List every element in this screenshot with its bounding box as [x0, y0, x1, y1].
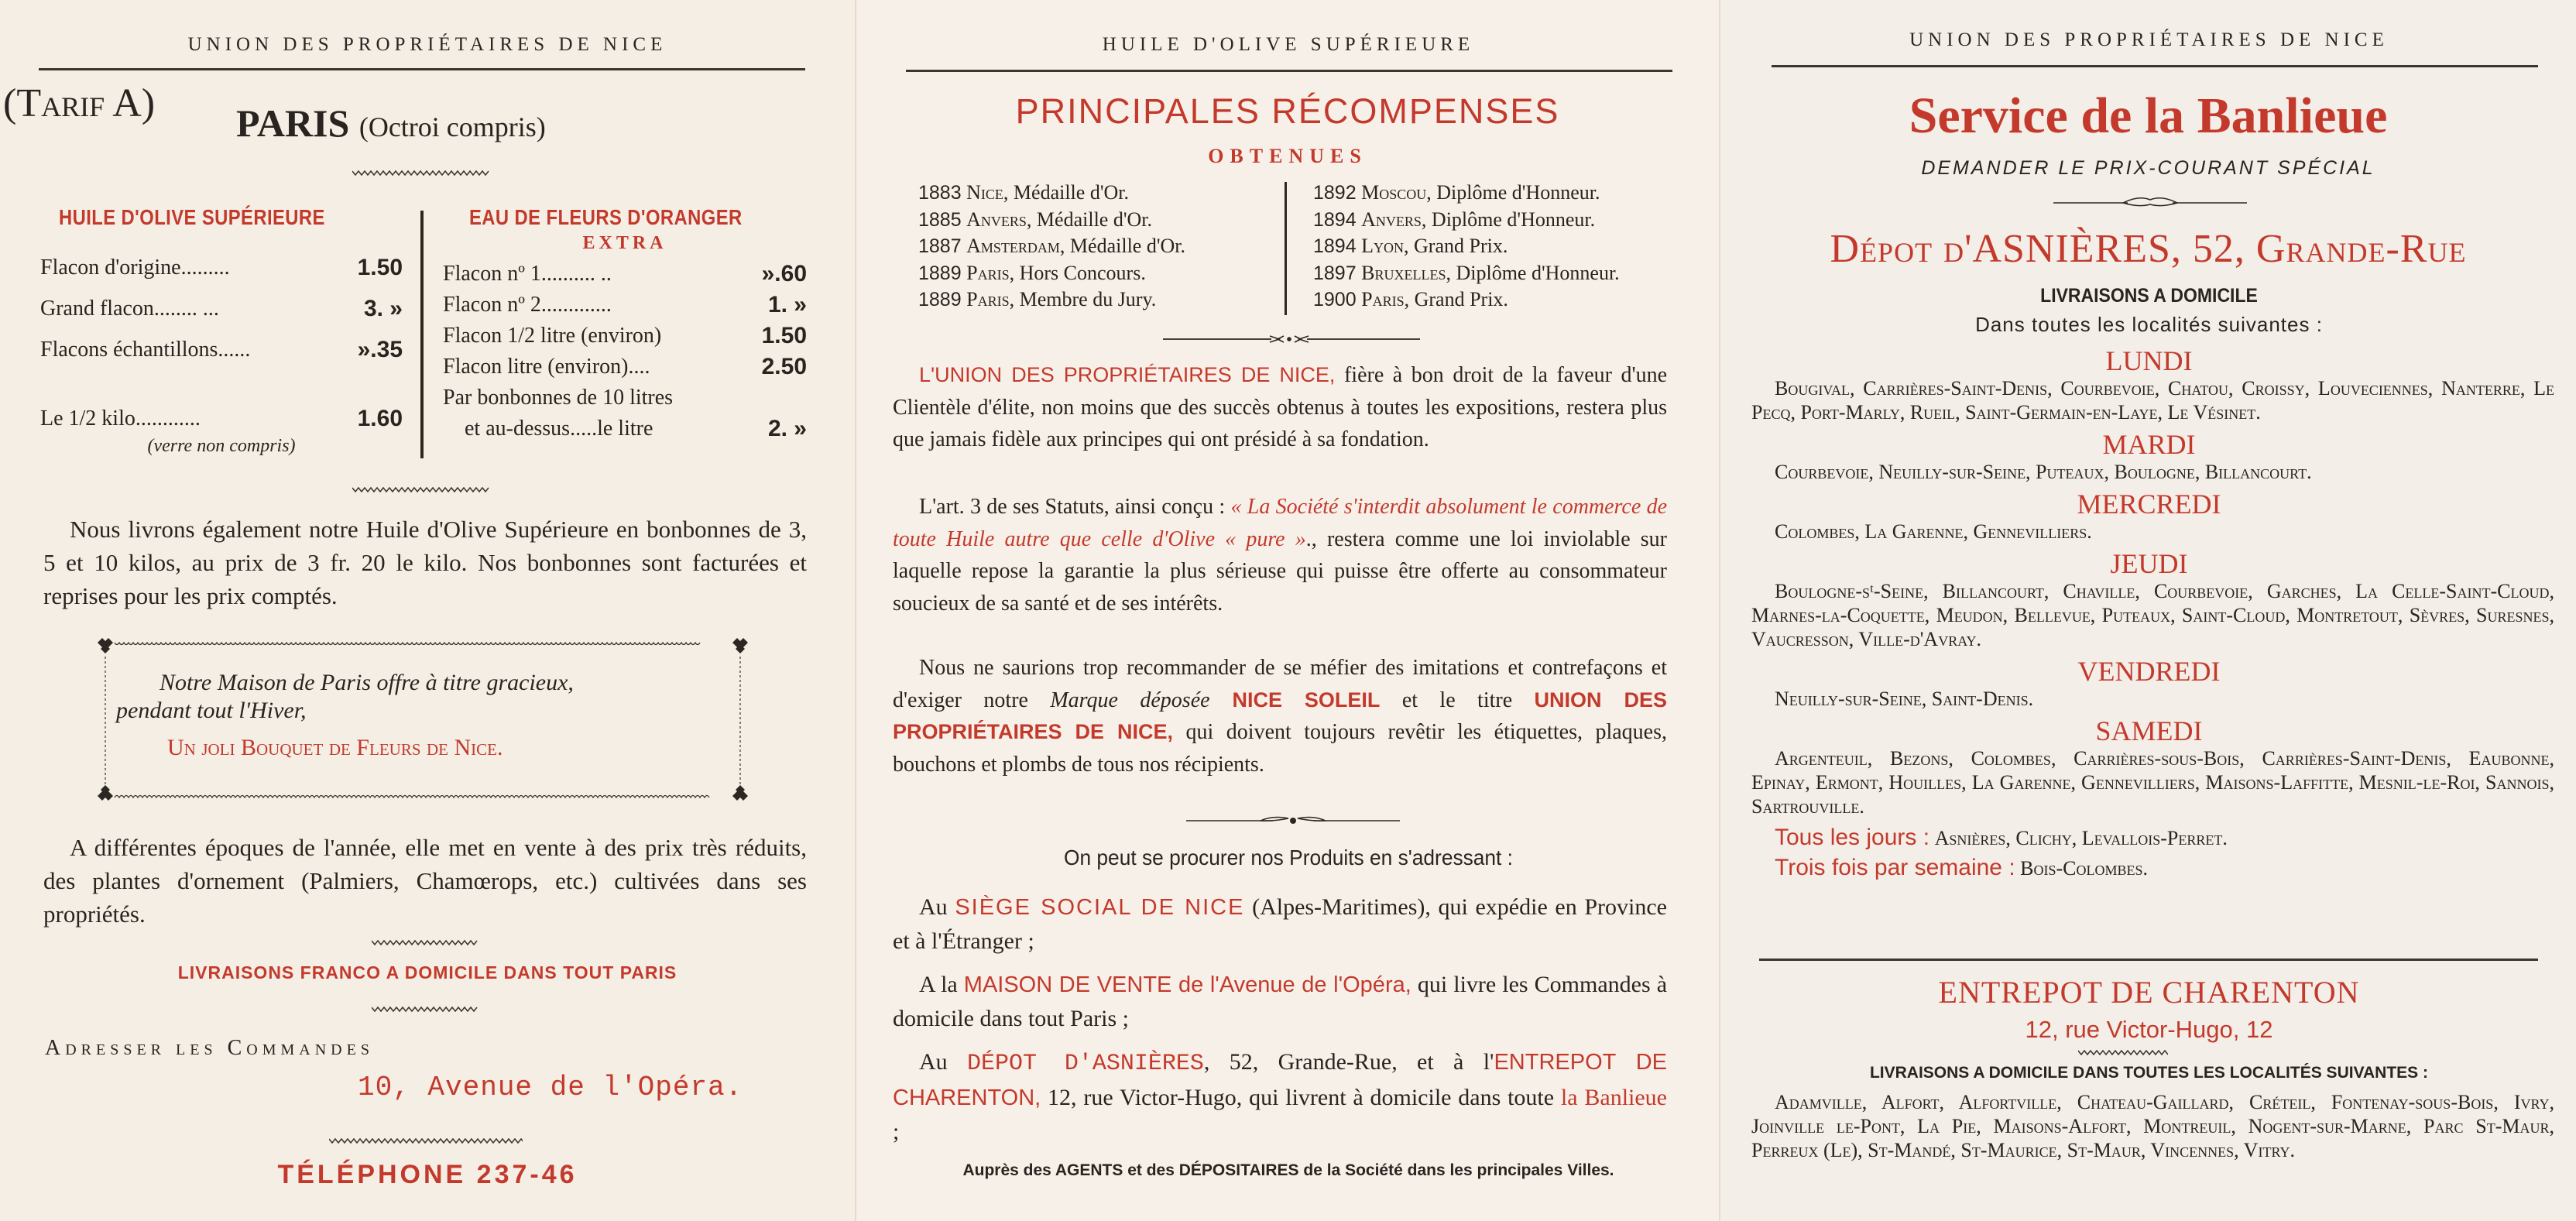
item-price: 1.50: [357, 254, 403, 280]
item-price: 3. »: [363, 295, 403, 321]
price-row: [443, 413, 807, 444]
offer-line-3: Un joli Bouquet de Fleurs de Nice.: [167, 735, 503, 760]
award-city: Paris: [1361, 288, 1405, 310]
la-banlieue: la Banlieue: [1560, 1085, 1667, 1110]
panel-banlieue: [1719, 0, 2576, 1221]
squiggle-divider: [2078, 1048, 2168, 1056]
ornament-divider: [1163, 331, 1422, 347]
award-item: [918, 180, 1185, 207]
localites-heading: Dans toutes les localités suivantes :: [1975, 313, 2323, 336]
day-heading: SAMEDI: [2095, 715, 2203, 746]
depot-address: , 52, Grande-Rue: [2170, 227, 2467, 271]
offer-line-1: Notre Maison de Paris offre à titre gracieux,: [159, 670, 574, 695]
adresser-commandes: Adresser les Commandes: [45, 1036, 374, 1060]
day-towns: Bougival, Carrières-Saint-Denis, Courbevoie, Chatou, Croissy, Louveciennes, Nanterre, Le Pecq, Port-Marly, Rueil, Saint-Germain-en-Laye, Le Vésinet.: [1751, 377, 2554, 424]
award-item: [918, 233, 1185, 260]
squiggle-divider: [352, 169, 492, 177]
squiggle-divider: [352, 485, 492, 493]
squiggle-divider: [372, 938, 480, 946]
oil-note: (verre non compris): [147, 436, 296, 456]
award-item: [1313, 233, 1620, 260]
award-text: , Grand Prix.: [1404, 288, 1508, 310]
day-towns: Colombes, La Garenne, Gennevilliers.: [1775, 520, 2092, 543]
oil-price-list: [40, 205, 403, 457]
price-row: [443, 259, 807, 290]
day-towns: Boulogne-sᵗ-Seine, Billancourt, Chaville, Courbevoie, Garches, La Celle-Saint-Cloud, Marnes-la-Coquette, Meudon, Bellevue, Puteaux, Saint-Cloud, Montretout, Sèvres, Suresnes, Vaucresson, Ville-d'Avray.: [1751, 580, 2554, 650]
item-price: 1.50: [761, 323, 807, 348]
item-label: Flacon 1/2 litre (environ): [443, 324, 662, 348]
day-towns: Courbevoie, Neuilly-sur-Seine, Puteaux, Boulogne, Billancourt.: [1775, 461, 2312, 483]
price-row: [40, 247, 403, 288]
charenton-towns: Adamville, Alfort, Alfortville, Chateau-Gaillard, Créteil, Fontenay-sous-Bois, Ivry, Joinville le-Pont, La Pie, Maisons-Alfort, Montreuil, Nogent-sur-Marne, Parc St-Maur, Perreux (Le), St-Mandé, St-Maurice, St-Maur, Vincennes, Vitry.: [1751, 1091, 2554, 1161]
paris-address: 10, Avenue de l'Opéra.: [358, 1072, 743, 1103]
item-price: 2.50: [761, 354, 807, 379]
award-item: [918, 260, 1185, 287]
tous-towns: Asnières, Clichy, Levallois-Perret.: [1934, 827, 2228, 849]
livraisons-paris: LIVRAISONS FRANCO A DOMICILE DANS TOUT PARIS: [177, 962, 677, 983]
item-label: Flacon nº 1.......... ..: [443, 262, 612, 286]
award-year: 1897: [1313, 262, 1357, 284]
tous-les-jours: [1720, 823, 2576, 853]
award-year: 1894: [1313, 208, 1357, 231]
award-city: Paris: [966, 288, 1010, 310]
awards-list-left: [918, 180, 1185, 314]
award-text: , Médaille d'Or.: [1003, 181, 1129, 204]
union-text: fière à bon droit de la faveur d'une Clientèle d'élite, non moins que des succès obtenus à toutes les expositions, restera plus que jamais fidèle aux principes qui ont présidé à sa fondation.: [893, 363, 1667, 451]
section-rule: [1759, 959, 2538, 961]
statuts-quote: « La Société s'interdit absolument le commerce de toute Huile autre que celle d'Olive « pure »: [893, 495, 1667, 551]
agents-footer: Auprès des AGENTS et des DÉPOSITAIRES de la Société dans les principales Villes.: [962, 1161, 1614, 1179]
panel-paris-tariff: [0, 0, 855, 1221]
award-city: Amsterdam: [966, 235, 1060, 257]
awards-subtitle: OBTENUES: [1208, 145, 1367, 167]
statuts-start: L'art. 3 de ses Statuts, ainsi conçu :: [919, 495, 1231, 519]
service-subtitle: DEMANDER LE PRIX-COURANT SPÉCIAL: [1921, 157, 2375, 179]
maison-item: [893, 968, 1667, 1035]
orange-subheading: EXTRA: [582, 233, 667, 253]
award-year: 1894: [1313, 235, 1357, 257]
orange-heading: EAU DE FLEURS D'ORANGER: [469, 205, 743, 229]
price-row: [40, 398, 403, 439]
siege-text: (Alpes-Maritimes), qui expédie en Province et à l'Étranger ;: [893, 894, 1668, 954]
award-item: [918, 207, 1185, 234]
price-row: [443, 352, 807, 382]
award-year: 1900: [1313, 289, 1357, 310]
award-year: 1887: [918, 235, 962, 257]
maison-prefix: A la: [919, 972, 964, 997]
winter-offer-text: [116, 669, 574, 762]
telephone: TÉLÉPHONE 237-46: [277, 1160, 578, 1189]
header-rule: [1772, 65, 2538, 67]
award-year: 1885: [918, 208, 962, 231]
winter-offer-box: [94, 636, 751, 805]
price-row: [40, 329, 403, 370]
header-rule: [39, 68, 805, 70]
column-divider: [420, 211, 424, 458]
depot-end: ;: [893, 1119, 900, 1144]
depot-prefix: Au: [919, 1049, 968, 1075]
item-label: Le 1/2 kilo............: [40, 406, 201, 430]
day-heading: MARDI: [2102, 429, 2196, 460]
award-text: , Médaille d'Or.: [1059, 235, 1186, 257]
award-text: , Médaille d'Or.: [1026, 208, 1153, 231]
siege-item: [893, 890, 1667, 958]
title-note: (Octroi compris): [358, 111, 546, 142]
price-row: [443, 382, 807, 413]
award-text: , Membre du Jury.: [1009, 288, 1157, 310]
plantes-paragraph: A différentes époques de l'année, elle met en vente à des prix très réduits, des plantes d'ornement (Palmiers, Chamœrops, etc.) cultivées dans ses propriétés.: [43, 834, 807, 928]
award-item: [1313, 286, 1620, 314]
item-label: Flacon litre (environ)....: [443, 355, 650, 379]
award-city: Nice: [966, 181, 1003, 204]
imitations-mid: et le titre: [1380, 688, 1535, 712]
siege-prefix: Au: [919, 894, 955, 920]
delivery-schedule: [1720, 345, 2576, 883]
day-towns: Neuilly-sur-Seine, Saint-Denis.: [1775, 688, 2034, 710]
day-heading: VENDREDI: [2077, 656, 2221, 687]
maison-de-vente: MAISON DE VENTE de l'Avenue de l'Opéra,: [963, 972, 1411, 997]
brand-nice-soleil: NICE SOLEIL: [1209, 688, 1381, 712]
depot-asnieres: ASNIÈRES: [1972, 227, 2171, 271]
day-heading: MERCREDI: [2077, 489, 2221, 520]
union-paragraph: [893, 359, 1667, 456]
award-city: Anvers: [1361, 208, 1422, 231]
award-year: 1889: [918, 289, 962, 310]
statuts-rest: ., restera comme une loi inviolable sur laquelle repose la garantie la plus sérieuse qui puisse être offerte au consommateur soucieux de sa santé et de ses intérêts.: [893, 526, 1668, 616]
price-row: [443, 321, 807, 352]
award-item: [1313, 180, 1620, 207]
procurer-heading: On peut se procurer nos Produits en s'adressant :: [1063, 845, 1513, 869]
item-price: 2. »: [767, 416, 807, 441]
award-city: Bruxelles: [1361, 261, 1446, 284]
award-text: , Diplôme d'Honneur.: [1421, 208, 1596, 231]
award-item: [1313, 207, 1620, 234]
item-price: 1.60: [357, 405, 403, 431]
tous-label: Tous les jours :: [1775, 825, 1930, 850]
award-city: Moscou: [1361, 181, 1427, 204]
item-label: et au-dessus.....le litre: [465, 417, 653, 441]
item-price: ».35: [357, 336, 403, 362]
item-price: 1. »: [767, 292, 807, 317]
depot-heading: [1720, 226, 2576, 272]
depot-item: [893, 1045, 1667, 1148]
title-paris: PARIS: [236, 101, 350, 145]
award-text: , Diplôme d'Honneur.: [1446, 261, 1620, 284]
day-towns: Argenteuil, Bezons, Colombes, Carrières-sous-Bois, Carrières-Saint-Denis, Eaubonne, Epinay, Ermont, Houilles, La Garenne, Gennevilliers, Maisons-Laffitte, Mesnil-le-Roi, Sannois, Sartrouville.: [1751, 747, 2554, 818]
item-label: Flacon d'origine.........: [40, 255, 230, 280]
siege-social: SIÈGE SOCIAL DE NICE: [955, 895, 1245, 920]
bonbonnes-paragraph: Nous livrons également notre Huile d'Olive Supérieure en bonbonnes de 3, 5 et 10 kilos, au prix de 3 fr. 20 le kilo. Nos bonbonnes sont facturées et reprises pour les prix comptés.: [43, 516, 807, 609]
imitations-paragraph: [893, 652, 1667, 780]
trois-label: Trois fois par semaine :: [1775, 855, 2015, 880]
union-name: L'UNION DES PROPRIÉTAIRES DE NICE,: [919, 363, 1336, 386]
award-text: , Grand Prix.: [1404, 235, 1508, 257]
trois-towns: Bois-Colombes.: [2020, 857, 2149, 880]
column-divider: [1285, 182, 1287, 315]
item-label: Flacon nº 2.............: [443, 293, 612, 317]
squiggle-divider: [372, 1005, 480, 1013]
item-price: ».60: [761, 261, 807, 286]
charenton-address: 12, rue Victor-Hugo, 12: [2025, 1016, 2273, 1043]
brand-union: UNION DES PROPRIÉTAIRES DE NICE,: [893, 688, 1667, 743]
marque-deposee: Marque déposée: [1050, 688, 1210, 712]
day-heading: JEUDI: [2110, 548, 2188, 579]
item-label: Par bonbonnes de 10 litres: [443, 386, 674, 410]
ornament-divider: [2053, 197, 2247, 209]
imitations-rest: qui doivent toujours revêtir les étiquettes, plaques, bouchons et plombs de tous nos récipients.: [893, 720, 1667, 777]
offer-line-2: pendant tout l'Hiver,: [116, 698, 307, 723]
entrepot-charenton: ENTREPOT DE CHARENTON,: [893, 1050, 1667, 1110]
awards-title: PRINCIPALES RÉCOMPENSES: [1015, 91, 1560, 131]
award-text: , Diplôme d'Honneur.: [1426, 181, 1600, 204]
item-label: Grand flacon........ ...: [40, 296, 219, 321]
award-text: , Hors Concours.: [1009, 261, 1146, 284]
oil-heading: HUILE D'OLIVE SUPÉRIEURE: [59, 205, 325, 229]
tarif-label: (Tarif A): [3, 81, 156, 125]
price-row: [40, 288, 403, 329]
depot-asnieres: DÉPOT D'ASNIÈRES: [967, 1051, 1204, 1077]
livraisons-domicile: LIVRAISONS A DOMICILE: [2040, 285, 2258, 307]
orange-water-price-list: [443, 205, 807, 444]
charenton-title: ENTREPOT DE CHARENTON: [1938, 975, 2360, 1010]
running-head: UNION DES PROPRIÉTAIRES DE NICE: [187, 34, 667, 55]
award-year: 1889: [918, 262, 962, 284]
ornament-divider: [1186, 815, 1400, 827]
service-title: Service de la Banlieue: [1909, 87, 2388, 144]
award-city: Lyon: [1361, 235, 1405, 257]
award-item: [1313, 260, 1620, 287]
depot-text: , 52, Grande-Rue, et à l': [1203, 1049, 1494, 1075]
award-city: Paris: [966, 261, 1010, 284]
depot-prefix: Dépot d': [1830, 227, 1973, 271]
award-city: Anvers: [966, 208, 1027, 231]
award-year: 1892: [1313, 182, 1357, 204]
day-heading: LUNDI: [2105, 345, 2193, 376]
charenton-livraisons: LIVRAISONS A DOMICILE DANS TOUTES LES LOCALITÉS SUIVANTES :: [1869, 1064, 2429, 1082]
panel-recompenses: [855, 0, 1719, 1221]
item-label: Flacons échantillons......: [40, 337, 251, 362]
price-row: [443, 290, 807, 321]
trois-fois: [1720, 853, 2576, 883]
depot-text-2: 12, rue Victor-Hugo, qui livrent à domicile dans toute: [1041, 1085, 1561, 1110]
imitations-start: Nous ne saurions trop recommander de se méfier des imitations et contrefaçons et d'exiger notre: [893, 656, 1667, 712]
running-head: UNION DES PROPRIÉTAIRES DE NICE: [1909, 29, 2389, 50]
award-year: 1883: [918, 182, 962, 204]
running-head: HUILE D'OLIVE SUPÉRIEURE: [1102, 34, 1475, 55]
awards-list-right: [1313, 180, 1620, 314]
page-title: [236, 101, 546, 146]
award-item: [918, 286, 1185, 314]
maison-text: qui livre les Commandes à domicile dans tout Paris ;: [893, 972, 1668, 1031]
statuts-paragraph: [893, 491, 1667, 619]
squiggle-divider: [329, 1137, 523, 1144]
header-rule: [906, 70, 1672, 72]
